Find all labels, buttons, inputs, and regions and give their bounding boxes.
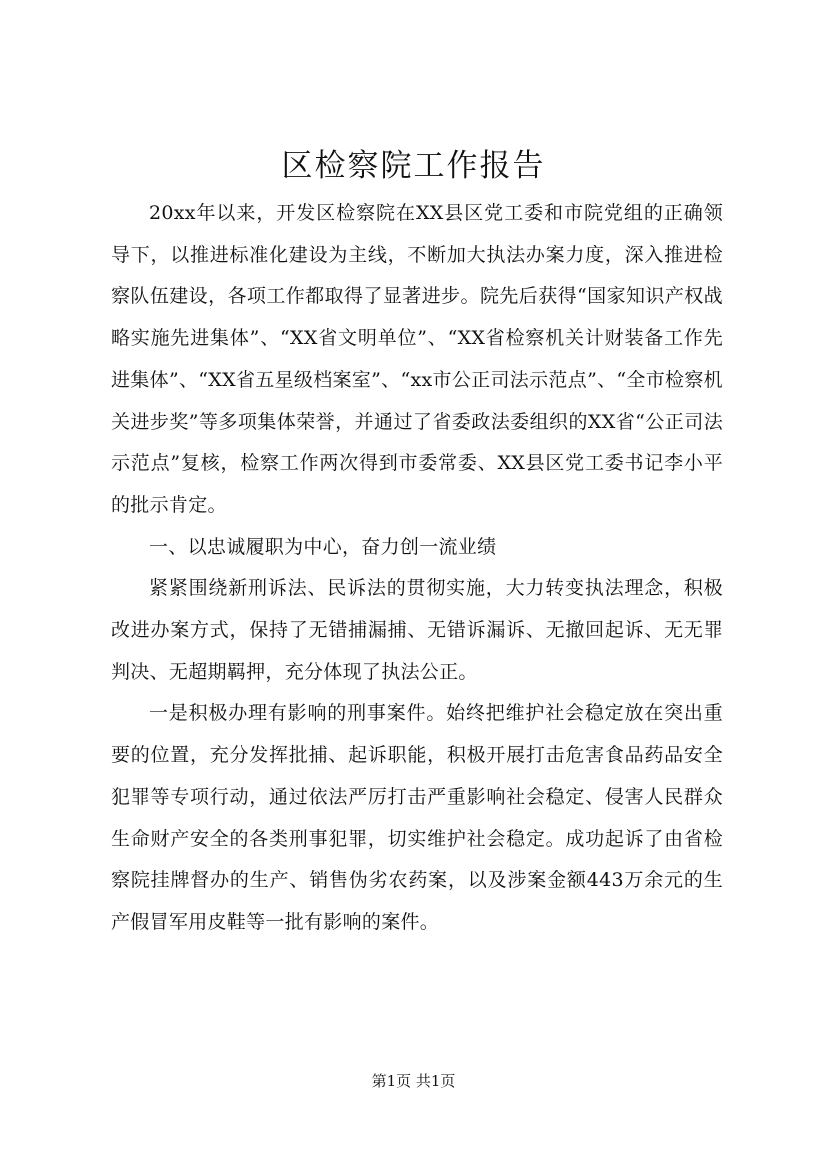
document-body (111, 193, 723, 944)
paragraph-criminal-cases: 一是积极办理有影响的刑事案件。始终把维护社会稳定放在突出重要的位置，充分发挥批捕、起诉职能，积极开展打击危害食品药品安全犯罪等专项行动，通过依法严厉打击严重影响社会稳定、侵害人民群众生命财产安全的各类刑事犯罪，切实维护社会稳定。成功起诉了由省检察院挂牌督办的生产、销售伪劣农药案，以及涉案金额443万余元的生产假冒军用皮鞋等一批有影响的案件。 (111, 702, 723, 933)
document-title: 区检察院工作报告 (281, 148, 546, 184)
paragraph-intro: 20xx年以来，开发区检察院在XX县区党工委和市院党组的正确领导下，以推进标准化建设为主线，不断加大执法办案力度，深入推进检察队伍建设，各项工作都取得了显著进步。院先后获得“国家知识产权战略实施先进集体”、“XX省文明单位”、“XX省检察机关计财装备工作先进集体”、“XX省五星级档案室”、“xx市公正司法示范点”、“全市检察机关进步奖”等多项集体荣誉，并通过了省委政法委组织的XX省“公正司法示范点”复核，检察工作两次得到市委常委、XX县区党工委书记李小平的批示肯定。 (111, 202, 723, 516)
paragraph-section-1-overview: 紧紧围绕新刑诉法、民诉法的贯彻实施，大力转变执法理念，积极改进办案方式，保持了无错捕漏捕、无错诉漏诉、无撤回起诉、无无罪判决、无超期羁押，充分体现了执法公正。 (111, 577, 723, 683)
section-heading-1: 一、以忠诚履职为中心，奋力创一流业绩 (149, 535, 497, 558)
page-footer: 第1页 共1页 (371, 1072, 456, 1090)
